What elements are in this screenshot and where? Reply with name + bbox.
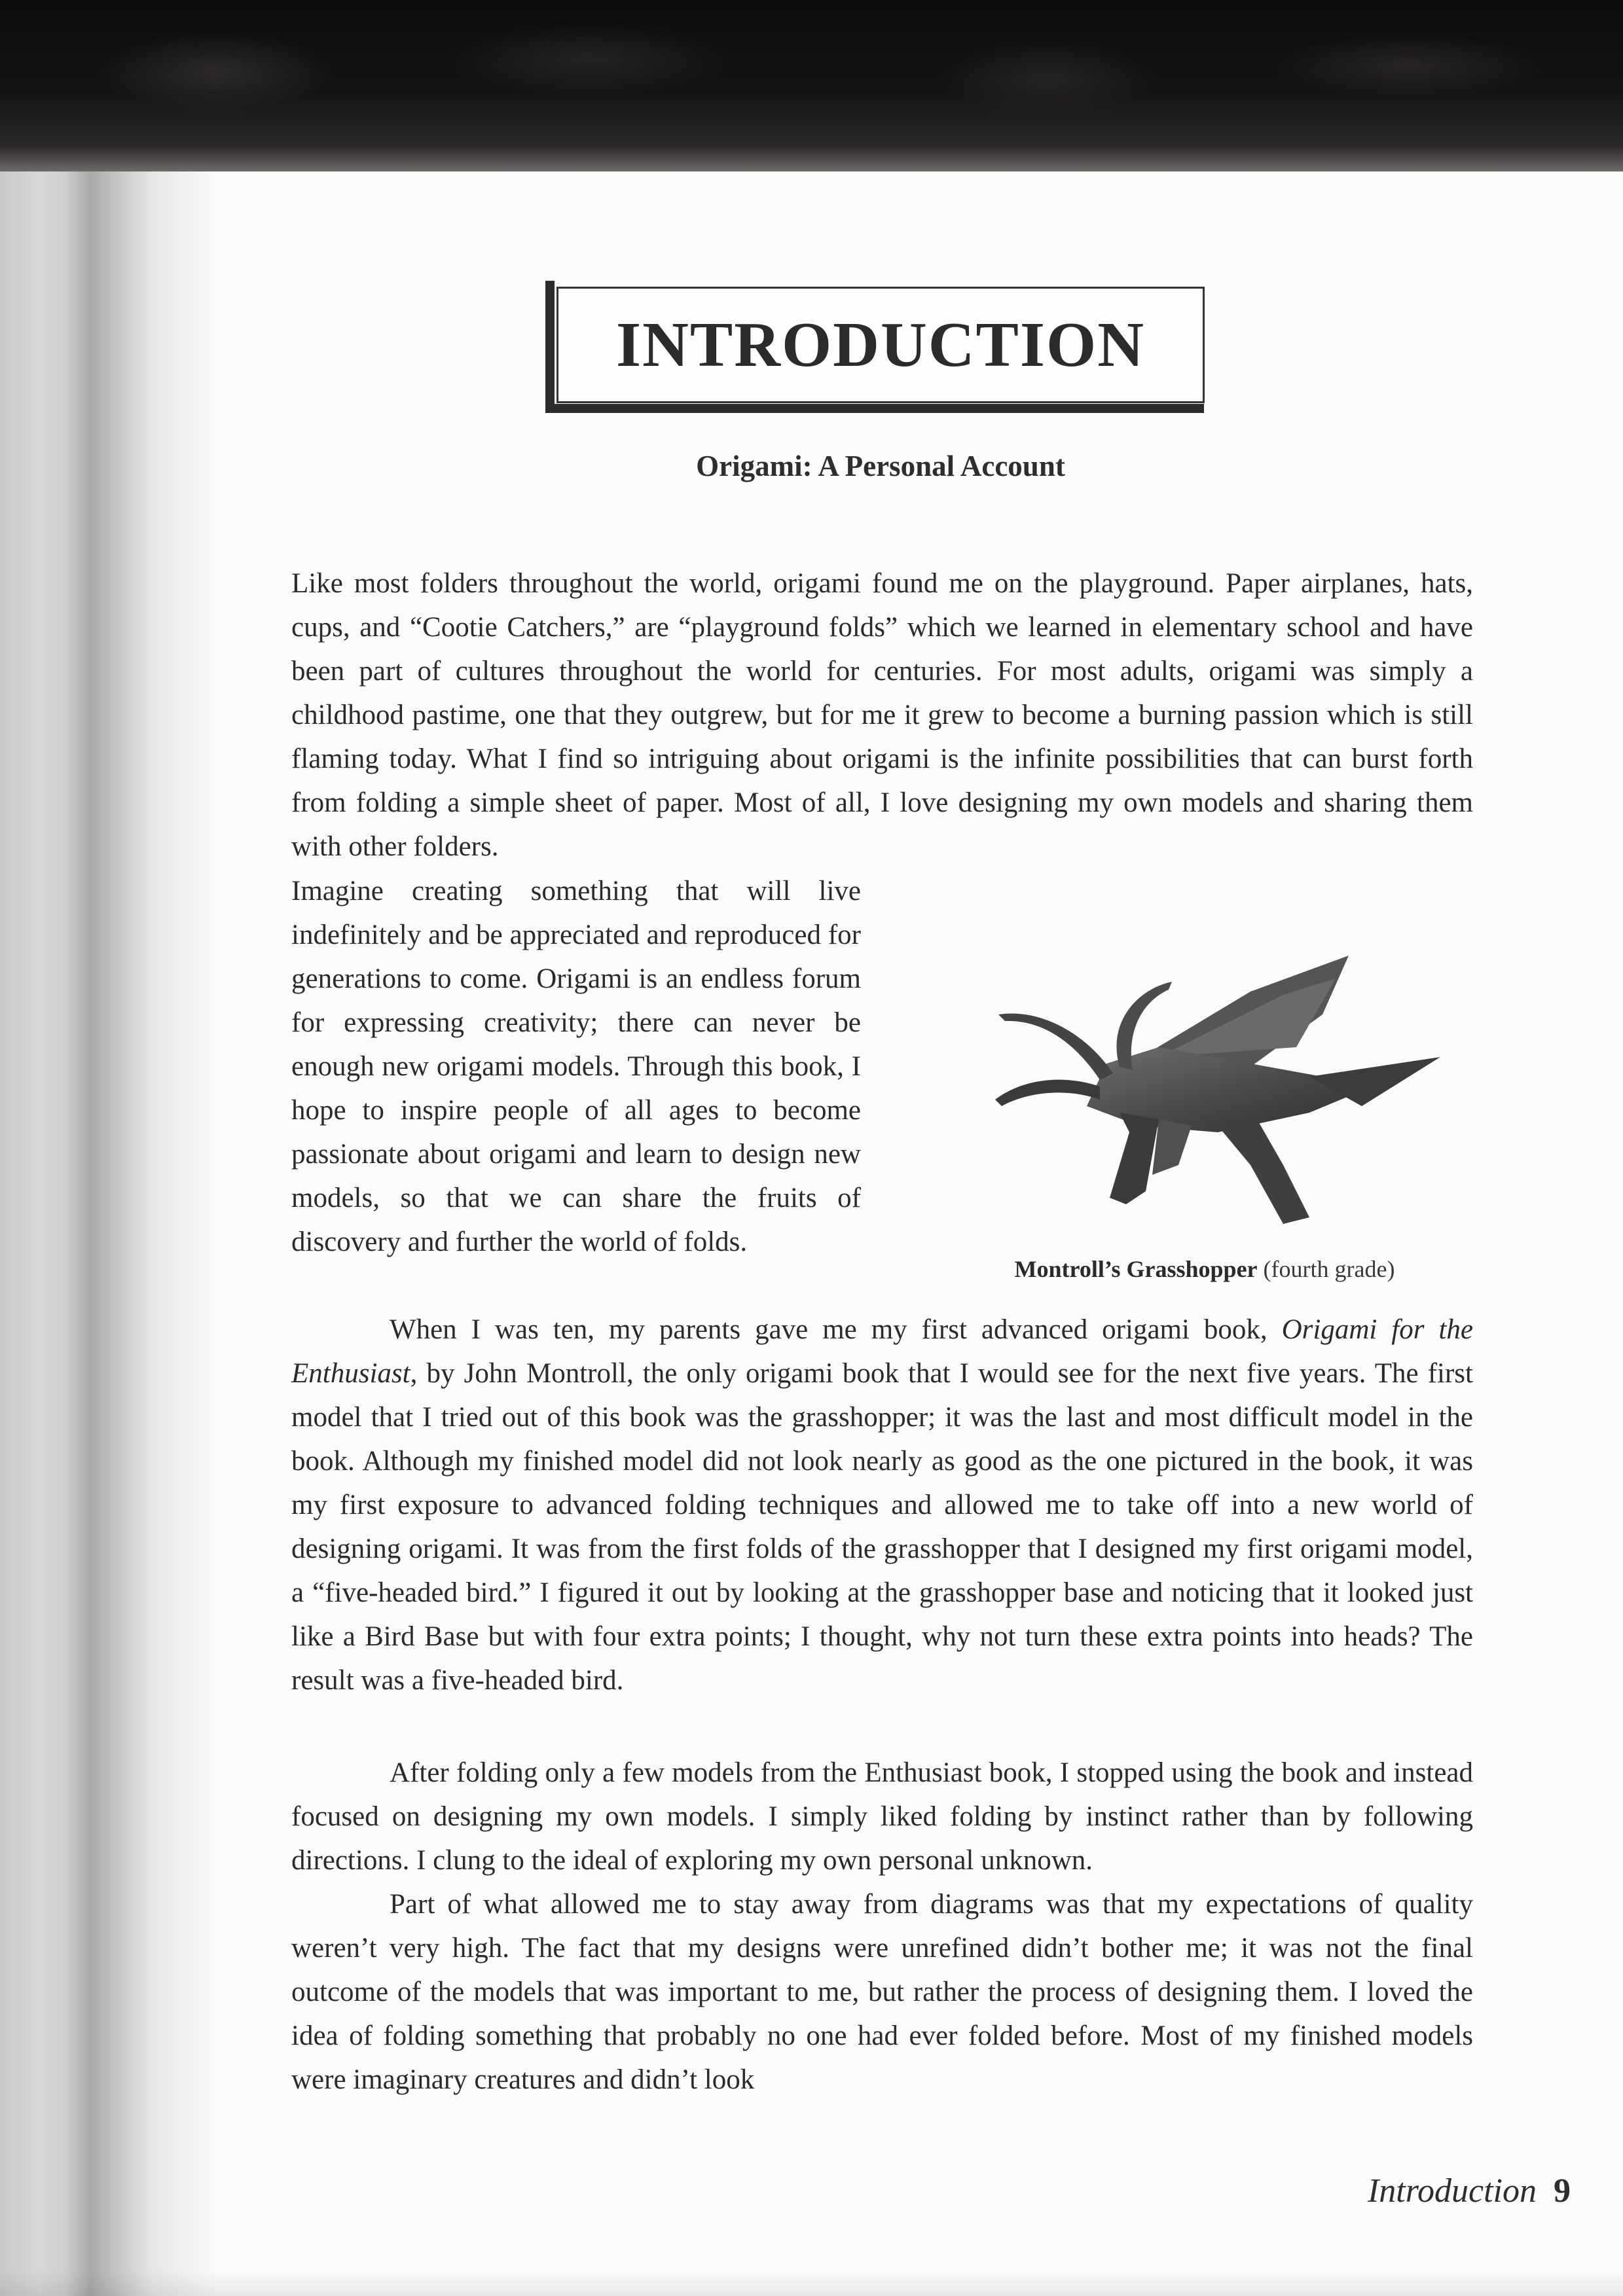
paragraph-3-start: When I was ten, my parents gave me my first advanced origami book, bbox=[390, 1314, 1282, 1345]
figure-caption bbox=[946, 1255, 1463, 1283]
paragraph-1: Like most folders throughout the world, origami found me on the playground. Paper airplanes, hats, cups, and “Cootie Catchers,” are “playground folds” which we learned in elementary school and have been part of cultures throughout the world for centuries. For most adults, origami was simply a childhood pastime, one that they outgrew, but for me it grew to become a burning passion which is still flaming today. What I find so intriguing about origami is the infinite possibilities that can burst forth from folding a simple sheet of paper. Most of all, I love designing my own models and sharing them with other folders. bbox=[291, 568, 1473, 862]
caption-note: (fourth grade) bbox=[1257, 1256, 1395, 1282]
page-footer bbox=[1368, 2172, 1571, 2210]
scanner-top-shadow bbox=[0, 0, 1623, 171]
chapter-title-box bbox=[556, 287, 1205, 403]
caption-title: Montroll’s Grasshopper bbox=[1014, 1256, 1258, 1282]
grasshopper-photo bbox=[943, 916, 1460, 1237]
bottom-edge-shadow bbox=[0, 2270, 1623, 2296]
paragraph-3 bbox=[291, 1308, 1473, 1702]
page-number: 9 bbox=[1554, 2172, 1571, 2210]
paragraph-2: Imagine creating something that will live indefinitely and be appreciated and reproduced for generations to come. Origami is an endless forum for expressing creativity; there can never be enough new origami models. Through this book, I hope to inspire people of all ages to become passionate about origami and learn to design new models, so that we can share the fruits of discovery and further the world of folds. bbox=[291, 876, 861, 1257]
paragraph-4: After folding only a few models from the Enthusiast book, I stopped using the book and instead focused on designing my own models. I simply liked folding by instinct rather than by following directions. I clung to the ideal of exploring my own personal unknown. bbox=[291, 1757, 1473, 1876]
paragraph-3-end: , by John Montroll, the only origami book that I would see for the next five years. The first model that I tried out of this book was the grasshopper; it was the last and most difficult model in the book. Although my finished model did not look nearly as good as the one pictured in the book, it was my first exposure to advanced folding techniques and allowed me to take off into a new world of designing origami. It was from the first folds of the grasshopper that I designed my first origami model, a “five-headed bird.” I figured it out by looking at the grasshopper base and noticing that it looked just like a Bird Base but with four extra points; I thought, why not turn these extra points into heads? The result was a five-headed bird. bbox=[291, 1358, 1473, 1696]
section-subtitle: Origami: A Personal Account bbox=[696, 450, 1065, 482]
chapter-title: INTRODUCTION bbox=[615, 310, 1146, 380]
book-title-reference: Origami for the Enthusiast bbox=[291, 1314, 1473, 1389]
grasshopper-image bbox=[943, 916, 1460, 1237]
book-spine-shadow bbox=[0, 171, 216, 2296]
paragraph-5: Part of what allowed me to stay away from diagrams was that my expectations of quality weren’t very high. The fact that my designs were unrefined didn’t bother me; it was not the final outcome of the models that was important to me, but rather the process of designing them. I loved the idea of folding something that probably no one had ever folded before. Most of my finished models were imaginary creatures and didn’t look bbox=[291, 1889, 1473, 2095]
footer-section-name: Introduction bbox=[1367, 2172, 1537, 2210]
